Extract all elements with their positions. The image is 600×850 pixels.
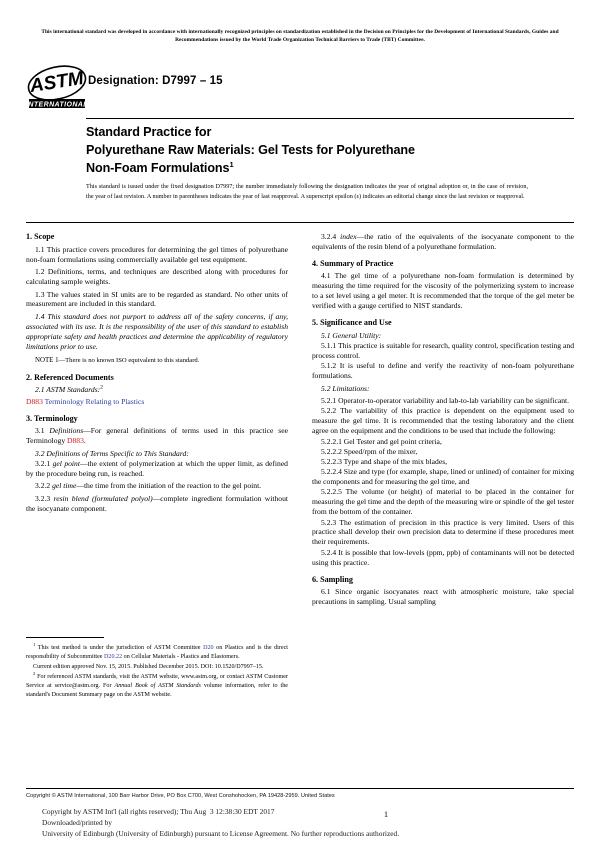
footnote-2-part-1: For referenced ASTM standards, visit the ASTM website, www.astm.org, or contact ASTM Customer Service at service@astm.org. For [26, 673, 288, 689]
footnote-divider [26, 637, 104, 638]
para-3-2-3 [26, 494, 288, 514]
para-3-2-1-term: gel point [52, 458, 80, 468]
footnote-2-marker: 2 [33, 670, 36, 676]
heading-terminology: 3. Terminology [26, 413, 78, 423]
footnote-current-edition: Current edition approved Nov. 15, 2015. Published December 2015. DOI: 10.1520/D7997–15. [33, 663, 264, 670]
standard-preamble: This standard is issued under the fixed designation D7997; the number immediately following the designation indicates the year of original adoption or, in the case of revision, the year of last revision. A number in parentheses indicates the year of last reapproval. A superscript epsilon (ε) indicates an editorial change since the last revision or reapproval. [86, 183, 528, 201]
title-line-3 [86, 160, 574, 178]
svg-text:ASTM: ASTM [28, 67, 85, 98]
title-footnote-marker: 1 [229, 159, 234, 169]
footnote-2-italic: Annual Book of ASTM Standards [114, 682, 201, 689]
left-column [26, 232, 289, 698]
page-title [86, 124, 574, 178]
para-5-2-2-2: 5.2.2.2 Speed/rpm of the mixer, [321, 446, 418, 456]
download-line-1: Copyright by ASTM Int'l (all rights reserved); Thu Aug 3 12:38:30 EDT 2017 [42, 807, 275, 816]
para-5-2-1: 5.2.1 Operator-to-operator variability and lab-to-lab variability can be significant. [321, 396, 570, 406]
para-3-2-1-body: —the extent of polymerization at which the upper limit, as defined by the procedure being run, is reached. [26, 458, 288, 478]
title-line-3-text: Non-Foam Formulations [86, 160, 230, 175]
para-5-1-2: 5.1.2 It is useful to define and verify the reactivity of non-foam polyurethane formulations. [312, 361, 574, 381]
body-columns [26, 232, 574, 777]
footnote-1-part-3: on Cellular Materials - Plastics and Elastomers. [122, 654, 240, 661]
header-divider [86, 118, 574, 119]
heading-referenced-documents: 2. Referenced Documents [26, 372, 114, 382]
referenced-standard-link[interactable] [26, 397, 288, 407]
para-5-2-4: 5.2.4 It is possible that low-levels (ppm, ppb) of contaminants will not be detected using this practice. [312, 547, 574, 567]
title-line-1: Standard Practice for [86, 125, 212, 139]
para-3-2-2 [26, 481, 288, 491]
designation-label: Designation: D7997 – 15 [88, 75, 223, 87]
copyright-notice: Copyright © ASTM International, 100 Barr Harbor Drive, PO Box C700, West Conshohocken, PA 19428-2959. United States [26, 793, 335, 799]
para-5-2-2: 5.2.2 The variability of this practice is dependent on the equipment used to measure the gel time. It is recommended that the testing laboratory and the client agree on the equipment and the conditions to be used that include the following: [312, 406, 574, 436]
footnote-2 [26, 670, 289, 700]
note-label: NOTE 1 [35, 356, 59, 364]
para-3-2-4-num: 3.2.4 [321, 232, 337, 241]
para-3-2-1 [26, 459, 288, 479]
para-3-2-2-body: —the time from the initiation of the reaction to the gel point. [76, 481, 262, 491]
svg-text:INTERNATIONAL: INTERNATIONAL [26, 101, 88, 109]
standard-designation[interactable]: D883 [26, 396, 43, 406]
para-4-1: 4.1 The gel time of a polyurethane non-foam formulation is determined by measuring the time required for the viscosity of the polymerizing system to increase to a set level using a gel meter. It is recommended that the torque of the gel meter be verified with a gauge certified to NIST standards. [312, 271, 574, 311]
page-number: 1 [384, 810, 388, 819]
download-line-2: Downloaded/printed by [42, 818, 112, 828]
para-3-2-4-body: —the ratio of the equivalents of the isocyanate component to the equivalents of the resin blend of a polyurethane formulation. [312, 232, 574, 251]
para-2-1-text: 2.1 ASTM Standards: [35, 385, 101, 395]
para-3-1-term: Definitions [49, 426, 84, 436]
para-5-2-2-4: 5.2.2.4 Size and type (for example, shape, lined or unlined) of container for mixing the components and for measuring the gel time, and [312, 467, 574, 487]
heading-summary-of-practice: 4. Summary of Practice [312, 258, 394, 268]
astm-logo-icon [26, 62, 88, 112]
para-3-2-4-term: index [340, 232, 357, 241]
para-5-2-2-1: 5.2.2.1 Gel Tester and gel point criteria, [321, 436, 442, 446]
para-3-1-body: —For general definitions of terms used in this practice see Terminology [26, 426, 288, 446]
terminology-d883-link[interactable]: D883 [67, 436, 84, 446]
para-2-1 [26, 385, 288, 395]
para-5-2-2-3: 5.2.2.3 Type and shape of the mix blades, [321, 457, 448, 467]
body-divider [26, 222, 574, 223]
para-5-1-1: 5.1.1 This practice is suitable for research, quality control, specification testing and process control. [312, 341, 574, 360]
note-1 [26, 356, 288, 366]
para-1-1: 1.1 This practice covers procedures for determining the gel times of polyurethane non-foam formulations using commercially available gel test equipment. [26, 244, 288, 264]
para-3-2: 3.2 Definitions of Terms Specific to This Standard: [35, 448, 189, 458]
tbt-notice: This international standard was developed in accordance with internationally recognized principles on standardization established in the Decision on Principles for the Development of International Standards, Guides and Recommendations issued by the World Trade Organization Technical Barriers to Trade (TBT) Committee. [41, 29, 559, 44]
para-3-2-2-num: 3.2.2 [35, 481, 51, 491]
heading-significance-and-use: 5. Significance and Use [312, 318, 392, 328]
para-3-2-2-term: gel time [52, 481, 77, 491]
footnotes [26, 641, 289, 700]
para-1-2: 1.2 Definitions, terms, and techniques are described along with procedures for calculating sample weights. [26, 267, 288, 286]
download-info [42, 806, 542, 839]
para-5-2-2-5: 5.2.2.5 The volume (or height) of material to be placed in the container for measuring the gel time and the depth of the measuring wire or spindle of the gel tester from the bottom of the container. [312, 487, 574, 517]
heading-scope: 1. Scope [26, 232, 55, 241]
para-5-2: 5.2 Limitations: [321, 383, 370, 393]
download-line-3: University of Edinburgh (University of Edinburgh) pursuant to License Agreement. No further reproductions authorized. [42, 829, 400, 839]
para-3-1-end: . [83, 436, 86, 446]
footnote-committee-d20-link[interactable]: D20 [203, 645, 214, 651]
footnote-1-part-2: on Plastics and is the direct responsibility of Subcommittee [26, 645, 288, 661]
para-1-4: 1.4 This standard does not purport to address all of the safety concerns, if any, associated with its use. It is the responsibility of the user of this standard to establish appropriate safety and health practices and determine the applicability of regulatory limitations prior to use. [26, 312, 288, 351]
para-6-1: 6.1 Since organic isocyanates react with atmospheric moisture, take special precautions in sampling. Usual sampling [312, 587, 574, 607]
right-column [312, 232, 574, 607]
footnote-1 [26, 641, 288, 662]
note-text: —There is no known ISO equivalent to this standard. [58, 356, 200, 364]
para-5-2-3: 5.2.3 The estimation of precision in this practice is very limited. Users of this practice shall develop their own precision data to determine if these procedures meet their requirements. [312, 517, 574, 547]
heading-sampling: 6. Sampling [312, 574, 353, 584]
title-line-2: Polyurethane Raw Materials: Gel Tests for Polyurethane [86, 142, 415, 157]
standard-title[interactable]: Terminology Relating to Plastics [44, 396, 145, 406]
para-2-1-footnote-marker: 2 [100, 384, 103, 391]
footer-divider [26, 788, 574, 789]
para-3-2-4 [312, 232, 574, 252]
para-3-2-1-num: 3.2.1 [35, 458, 51, 468]
para-3-1-num: 3.1 [35, 426, 45, 436]
para-3-2-3-num: 3.2.3 [35, 493, 51, 503]
para-3-2-3-term: resin blend (formulated polyol) [53, 493, 153, 503]
footnote-2-part-2: volume information, refer to the standard's Document Summary page on the ASTM website. [26, 682, 289, 698]
masthead [26, 62, 574, 118]
para-3-1 [26, 426, 288, 446]
footnote-1-marker: 1 [33, 641, 36, 647]
para-1-3: 1.3 The values stated in SI units are to be regarded as standard. No other units of measurement are included in this standard. [26, 289, 288, 309]
para-3-2-3-body: —complete ingredient formulation without the isocyanate component. [26, 493, 288, 513]
para-5-1: 5.1 General Utility: [321, 330, 382, 340]
footnote-1-part-1: This test method is under the jurisdiction of ASTM Committee [37, 645, 204, 651]
footnote-subcommittee-d2022-link[interactable]: D20.22 [104, 654, 123, 661]
